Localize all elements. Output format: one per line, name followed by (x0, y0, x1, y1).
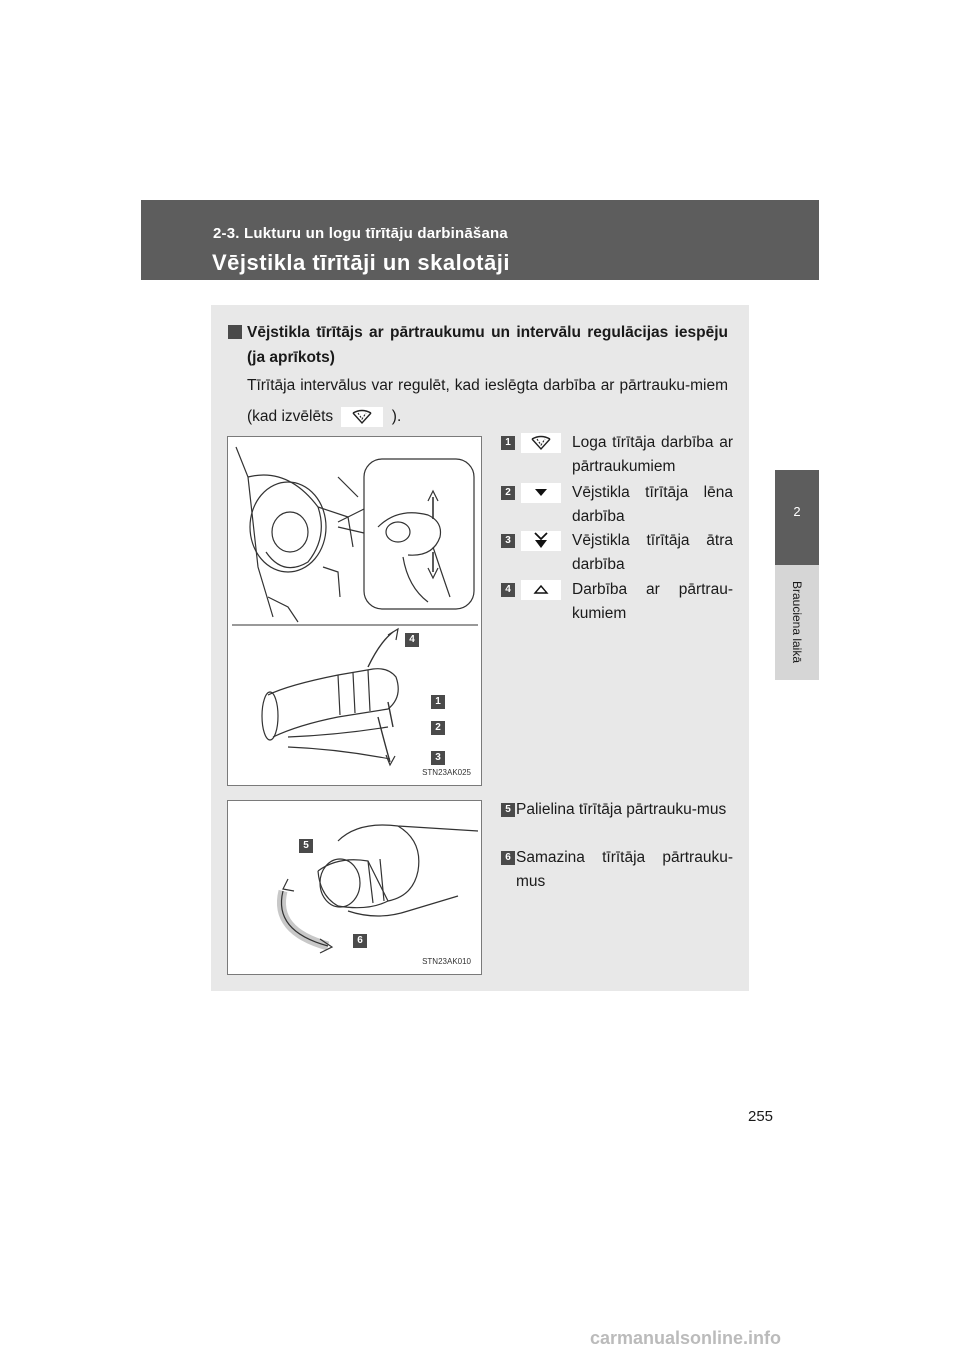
section-heading-text: Vējstikla tīrītājs ar pārtraukumu un intervālu regulācijas iespēju (ja aprīkots) (247, 324, 728, 366)
legend-number: 5 (501, 803, 515, 817)
watermark: carmanualsonline.info (590, 1328, 782, 1348)
intermittent-wiper-icon (521, 433, 561, 453)
bullet-square-icon (228, 325, 242, 339)
single-chevron-down-icon (521, 483, 561, 503)
intermittent-wiper-icon (341, 407, 383, 427)
wiper-lever-illustration (227, 436, 482, 786)
legend-text: Palielina tīrītāja pārtrauku-mus (516, 801, 727, 818)
header-band (141, 200, 819, 280)
ring-drawing (228, 801, 481, 974)
legend-item-4 (501, 580, 733, 628)
intro-text-end: ). (391, 408, 402, 425)
figure-marker-2: 2 (431, 721, 445, 735)
legend-text: Vējstikla tīrītāja lēna darbība (572, 484, 733, 525)
figure-marker-3: 3 (431, 751, 445, 765)
intro-paragraph (247, 370, 728, 432)
page-title: Vējstikla tīrītāji un skalotāji (212, 250, 510, 275)
legend-text: Vējstikla tīrītāja ātra darbība (572, 532, 733, 573)
legend-number: 6 (501, 851, 515, 865)
figure-marker-1: 1 (431, 695, 445, 709)
legend-text: Samazina tīrītāja pārtrauku-mus (516, 849, 733, 890)
legend-number: 1 (501, 436, 515, 450)
figure-marker-6: 6 (353, 934, 367, 948)
figure-code: STN23AK025 (422, 768, 471, 777)
interval-ring-illustration (227, 800, 482, 975)
legend-item-5 (501, 800, 733, 848)
legend-item-3 (501, 531, 733, 579)
chevron-up-outline-icon (521, 580, 561, 600)
legend-item-2 (501, 483, 733, 531)
legend-text: Darbība ar pārtrau-kumiem (572, 581, 733, 622)
legend-text: Loga tīrītāja darbība ar pārtraukumiem (572, 434, 733, 475)
section-heading (228, 320, 728, 370)
double-chevron-down-icon (521, 531, 561, 551)
figure-marker-5: 5 (299, 839, 313, 853)
legend-item-1 (501, 433, 733, 481)
chapter-number: 2 (793, 504, 801, 519)
legend-number: 2 (501, 486, 515, 500)
chapter-label: Brauciena laikā (790, 580, 804, 664)
chapter-label-tab (775, 565, 819, 680)
legend-number: 3 (501, 534, 515, 548)
legend-number: 4 (501, 583, 515, 597)
legend-item-6 (501, 848, 733, 896)
page-number: 255 (748, 1108, 774, 1125)
figure-code: STN23AK010 (422, 957, 471, 966)
section-label: 2-3. Lukturu un logu tīrītāju darbināšana (213, 225, 508, 242)
chapter-tab[interactable] (775, 470, 819, 565)
content-panel (211, 305, 749, 991)
figure-marker-4: 4 (405, 633, 419, 647)
intro-text: Tīrītāja intervālus var regulēt, kad ieslēgta darbība ar pārtrauku-miem (kad izvēlēts (247, 377, 728, 425)
